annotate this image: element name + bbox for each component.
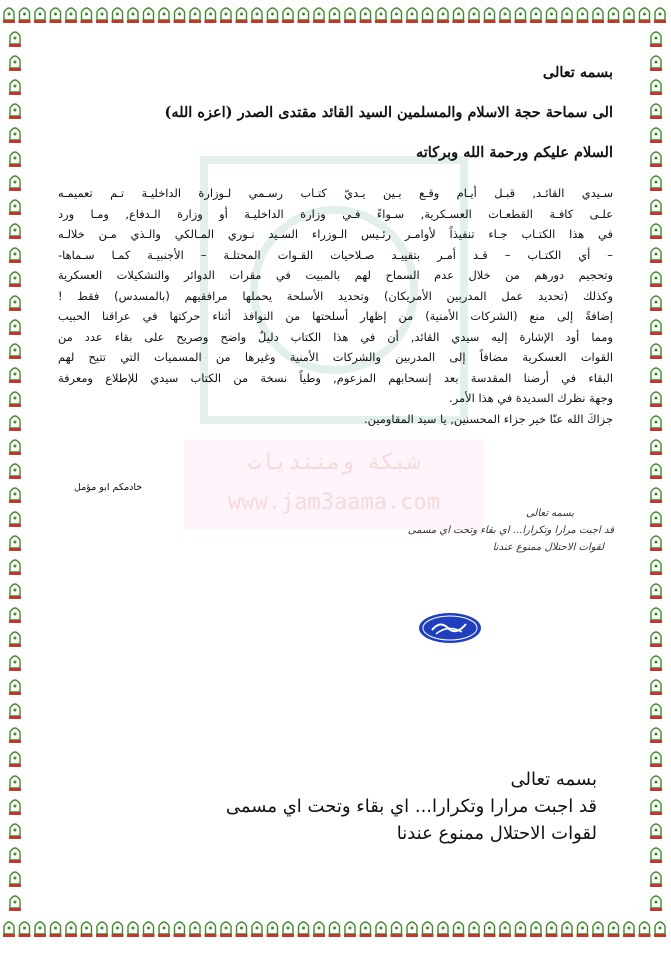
official-seal (418, 612, 482, 644)
letter-body (58, 183, 613, 429)
body-line: علـى كافـة القطعـات العسـكرية, سـواءً فـي وزارة الداخليـة أو وزارة الـدفاع, ومـا ورد (58, 206, 613, 221)
decorative-border-right (641, 26, 671, 914)
body-line: البقاء في أرضنا المقدسة بعد إنسحابهم المزعوم, وطياً نسخة من الكتاب سيدي للإطلاع ومعرفة (58, 370, 613, 385)
typed-reply-line: لقوات الاحتلال ممنوع عندنا (396, 823, 597, 844)
body-line: سـيدي القائـد, قبـل أيـام وقـع بـين يـديّ كتـاب رسـمي لـوزارة الداخليـة تـم تعميمـه (58, 186, 613, 200)
handwritten-line: لقوات الاحتلال ممنوع عندنا (492, 542, 604, 553)
letter-page (34, 30, 637, 910)
letter-greeting: السلام عليكم ورحمة الله وبركاته (415, 144, 613, 161)
letter-signer: خادمكم ابو مؤمل (74, 482, 143, 493)
letter-recipient: الى سماحة حجة الاسلام والمسلمين السيد القائد مقتدى الصدر (اعزه الله) (164, 104, 613, 121)
body-line: – أي الكتـاب – قـد أمـر بتقييـد صـلاحيات القـوات المحتلـة – الأجنبيـة كمـا سـماها- (58, 247, 613, 262)
typed-reply-line: قد اجبت مرارا وتكرارا... اي بقاء وتحت اي مسمى (225, 796, 597, 817)
body-line: القوات العسكرية مضافاً إلى المدربين والشركات الأمنية وغيرها من المسميات التي تتيح لهم (58, 350, 613, 364)
body-line: ومما أود الإشارة إليه سيدي القائد, أن في هذا الكتاب دليلٌ واضح وصريح على بقاء عدد من (58, 329, 613, 344)
decorative-border-left (0, 26, 30, 914)
body-line: في هذا الكتـاب جـاء تنفيذاً لأوامـر رئـيس الـوزراء السـيد نـوري المـالكي والـذي مـن خلالـه (58, 227, 613, 241)
body-line: إضافةً إلى منع (الشركات الأمنية) من إظهار أسلحتها من النوافذ أثناء حركتها في عراقنا الحبيب (58, 309, 613, 323)
typed-reply-line: بسمه تعالى (510, 769, 597, 790)
decorative-border-top (0, 0, 671, 26)
body-line: وكذلك (تحديد عمل المدربين الأمريكان) وتحديد الأسلحة يحملها مرافقيهم (بالمسدس) فقط ! (58, 288, 613, 303)
handwritten-line: بسمه تعالى (525, 508, 574, 519)
body-line: وجهة نظرك السديدة في هذا الأمر. (449, 391, 613, 405)
decorative-border-bottom (0, 914, 671, 940)
letter-closing: جزاكَ الله عنّا خير جزاء المحسنين, يا سيد المقاومين. (364, 411, 613, 426)
handwritten-reply (274, 505, 614, 585)
watermark-subtitle: شبكة ومنتديات (247, 450, 421, 475)
watermark-url: www.jam3aama.com (228, 490, 440, 515)
body-line: وتحجيم دورهم من خلال عدم السماح لهم بالمبيت في مقرات الدوائر والتشكيلات العسكرية (58, 268, 613, 282)
handwritten-line: قد اجبت مرارا وتكرارا... اي بقاء وتحت اي مسمى (407, 525, 614, 536)
letter-opening: بسمه تعالى (542, 64, 613, 81)
